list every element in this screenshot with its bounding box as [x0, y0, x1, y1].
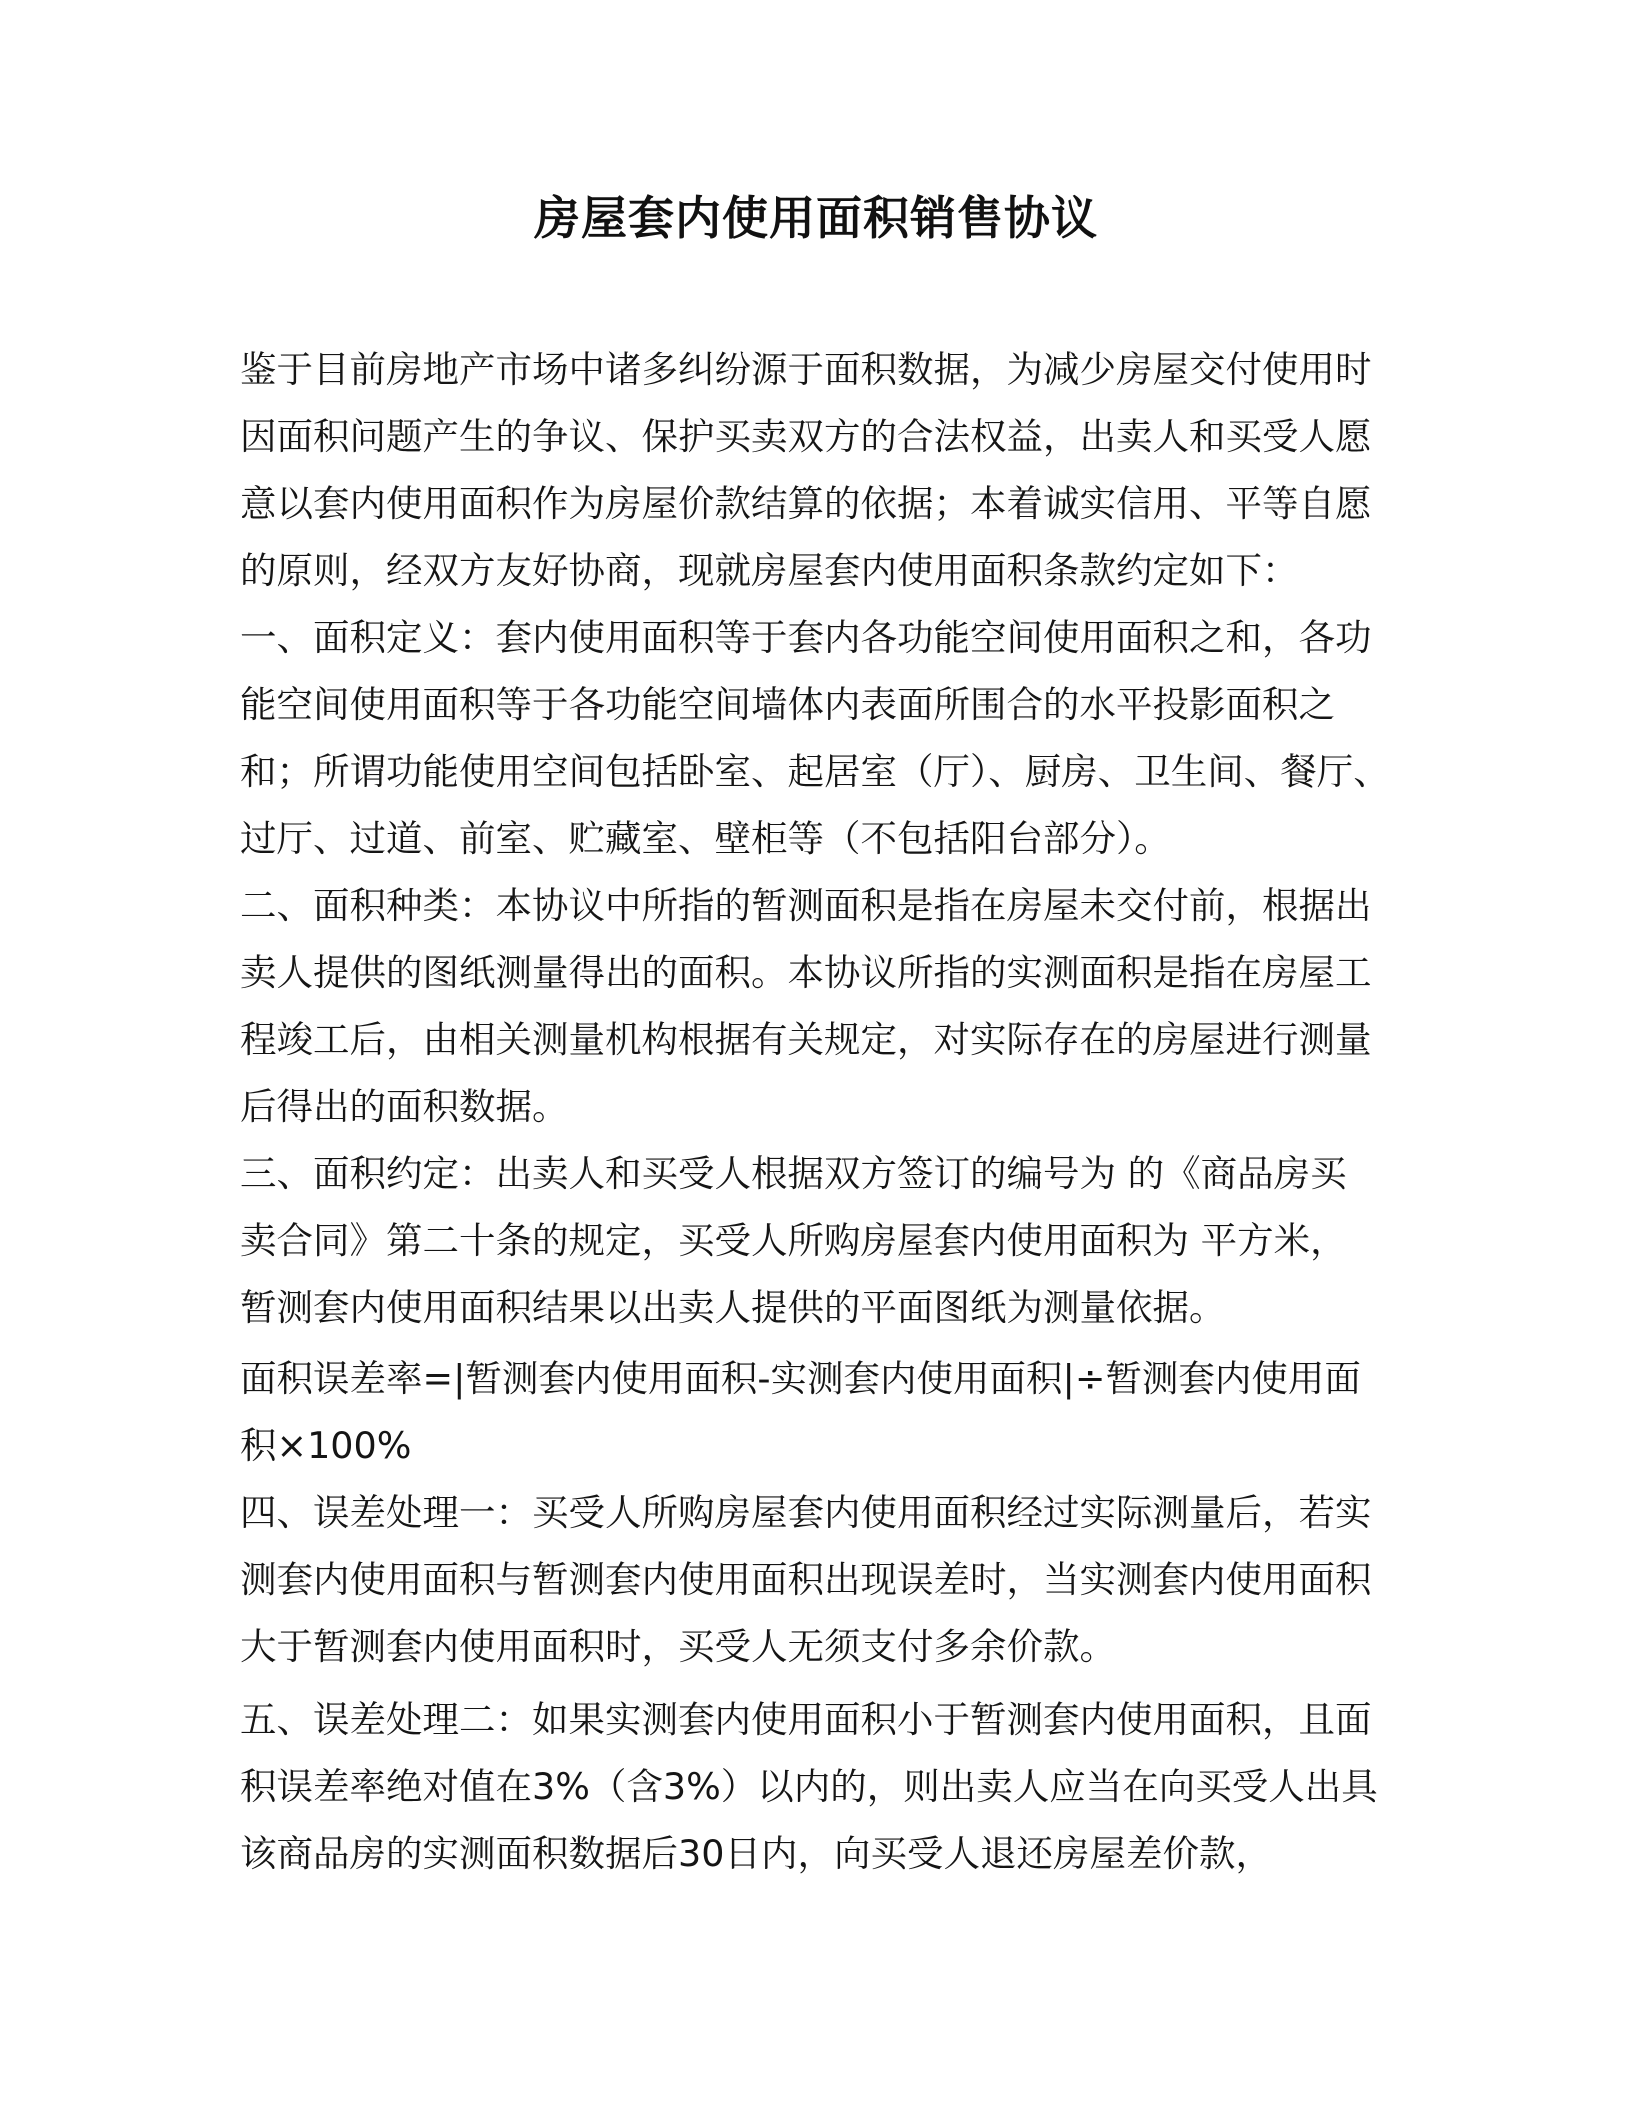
section-3-line: 三、面积约定：出卖人和买受人根据双方签订的编号为 的《商品房买	[240, 1152, 1347, 1195]
section-5-line: 五、误差处理二：如果实测套内使用面积小于暂测套内使用面积，且面	[240, 1698, 1372, 1741]
paragraph-line: 鉴于目前房地产市场中诸多纠纷源于面积数据，为减少房屋交付使用时	[240, 348, 1372, 391]
paragraph-line: 的原则，经双方友好协商，现就房屋套内使用面积条款约定如下：	[240, 549, 1299, 592]
section-1-line: 过厅、过道、前室、贮藏室、壁柜等（不包括阳台部分）。	[240, 817, 1171, 860]
document-title: 房屋套内使用面积销售协议	[534, 191, 1098, 245]
section-2-line: 程竣工后，由相关测量机构根据有关规定，对实际存在的房屋进行测量	[240, 1018, 1372, 1061]
section-1-line: 和；所谓功能使用空间包括卧室、起居室（厅）、厨房、卫生间、餐厅、	[240, 750, 1390, 793]
section-5-line: 积误差率绝对值在3%（含3%）以内的，则出卖人应当在向买受人出具	[240, 1765, 1378, 1808]
section-1-line: 能空间使用面积等于各功能空间墙体内表面所围合的水平投影面积之	[240, 683, 1335, 726]
paragraph-line: 因面积问题产生的争议、保护买卖双方的合法权益，出卖人和买受人愿	[240, 415, 1372, 458]
section-4-line: 四、误差处理一：买受人所购房屋套内使用面积经过实际测量后，若实	[240, 1491, 1372, 1534]
section-4-line: 大于暂测套内使用面积时，买受人无须支付多余价款。	[240, 1625, 1116, 1668]
section-4-line: 测套内使用面积与暂测套内使用面积出现误差时，当实测套内使用面积	[240, 1558, 1372, 1601]
formula-line: 面积误差率=|暂测套内使用面积-实测套内使用面积|÷暂测套内使用面	[240, 1357, 1361, 1400]
section-2-line: 后得出的面积数据。	[240, 1085, 569, 1128]
section-2-line: 二、面积种类：本协议中所指的暂测面积是指在房屋未交付前，根据出	[240, 884, 1372, 927]
section-3-line: 暂测套内使用面积结果以出卖人提供的平面图纸为测量依据。	[240, 1286, 1226, 1329]
section-1-line: 一、面积定义：套内使用面积等于套内各功能空间使用面积之和，各功	[240, 616, 1372, 659]
paragraph-line: 意以套内使用面积作为房屋价款结算的依据；本着诚实信用、平等自愿	[240, 482, 1372, 525]
document-body	[240, 336, 1390, 1887]
section-2-line: 卖人提供的图纸测量得出的面积。本协议所指的实测面积是指在房屋工	[240, 951, 1372, 994]
section-5-line: 该商品房的实测面积数据后30日内，向买受人退还房屋差价款，	[240, 1832, 1272, 1875]
section-3-line: 卖合同》第二十条的规定，买受人所购房屋套内使用面积为 平方米，	[240, 1219, 1347, 1262]
formula-line: 积×100%	[240, 1424, 412, 1467]
